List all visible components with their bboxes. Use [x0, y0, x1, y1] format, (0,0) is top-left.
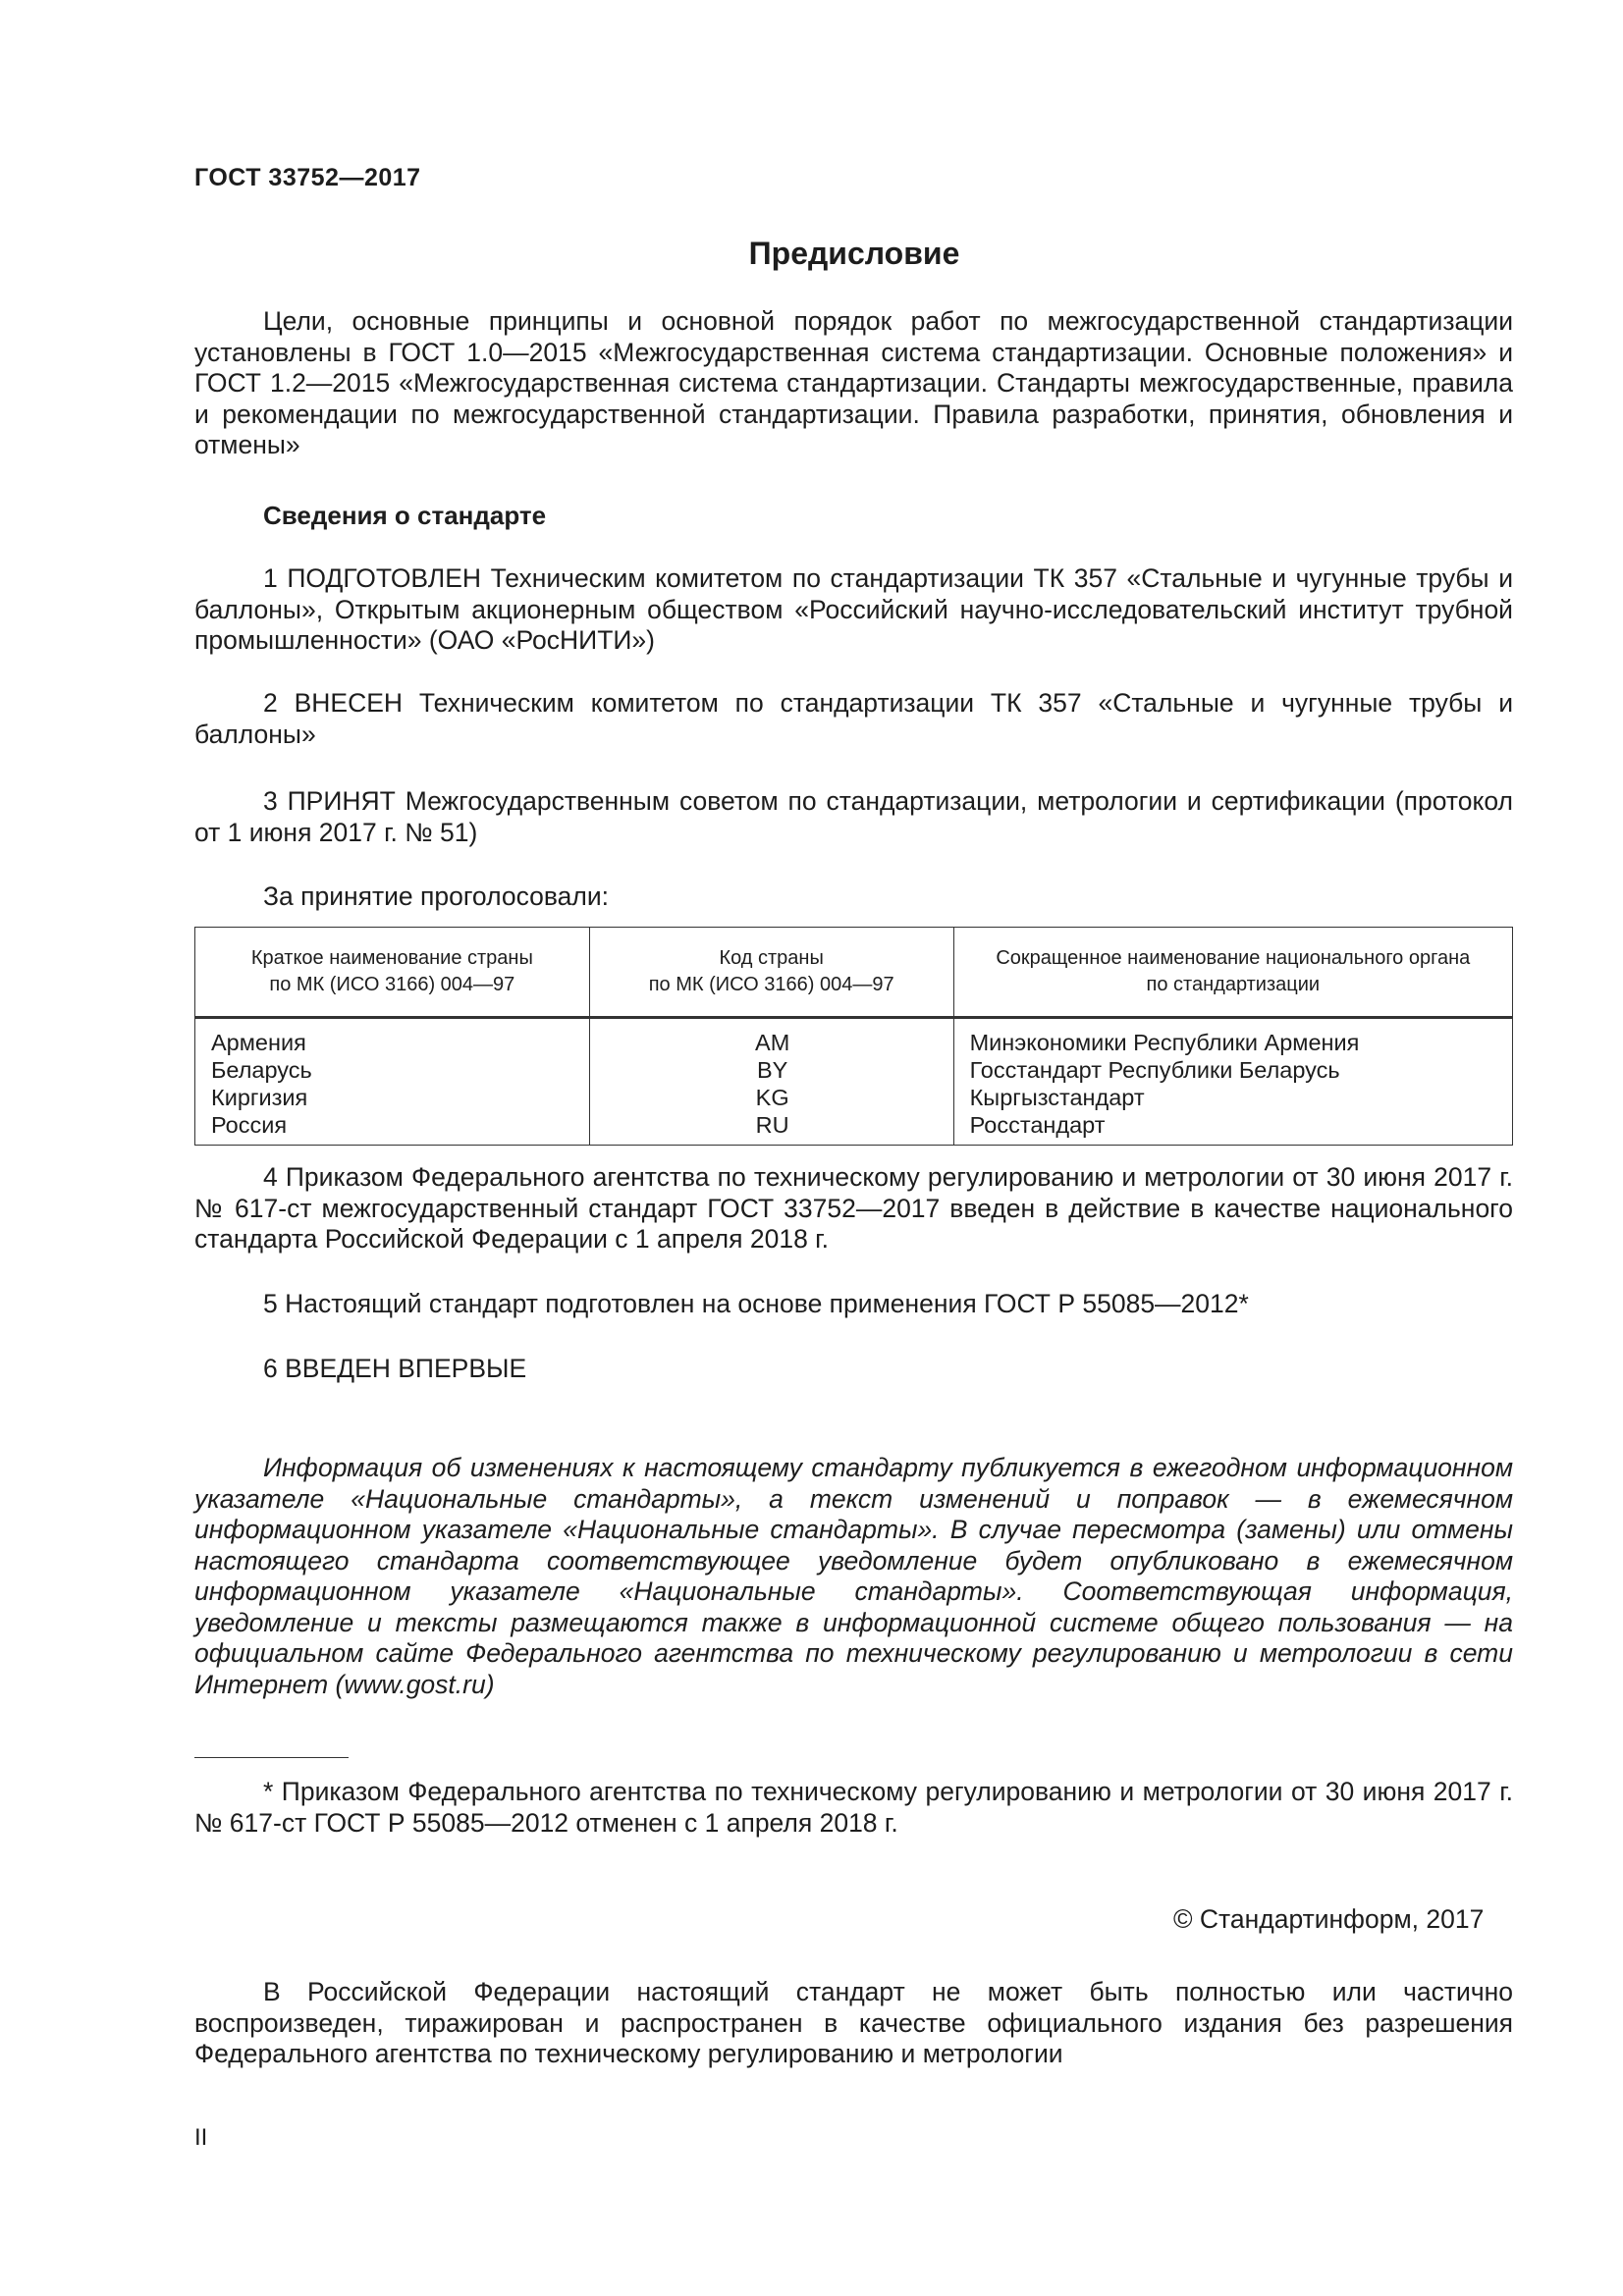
item-1-text: 1 ПОДГОТОВЛЕН Техническим комитетом по стандартизации ТК 357 «Стальные и чугунные трубы и баллоны», Открытым акционерным обществом «Российский научно-исследовательский институт трубной промышленности» (ОАО «РосНИТИ») [194, 563, 1513, 655]
copyright: © Стандартинформ, 2017 [1173, 1904, 1485, 1934]
notice-paragraph [194, 1453, 1513, 1700]
body-cell [953, 1018, 1512, 1146]
country-name: Россия [211, 1112, 288, 1138]
body-name: Кыргызстандарт [969, 1085, 1145, 1110]
country-cell [195, 1018, 590, 1146]
item-5-text: 5 Настоящий стандарт подготовлен на основе применения ГОСТ Р 55085—2012* [263, 1289, 1249, 1318]
country-name: Киргизия [211, 1085, 308, 1110]
table-header-row [195, 928, 1513, 1018]
item-4-text: 4 Приказом Федерального агентства по техническому регулированию и метрологии от 30 июня 2017 г. № 617-ст межгосударственный стандарт ГОСТ 33752—2017 введен в действие в качестве национального стандарта Российской Федерации с 1 апреля 2018 г. [194, 1162, 1513, 1254]
page-number: II [194, 2124, 208, 2151]
item-2-text: 2 ВНЕСЕН Техническим комитетом по стандартизации ТК 357 «Стальные и чугунные трубы и баллоны» [194, 688, 1513, 749]
section-heading: Сведения о стандарте [263, 501, 547, 530]
table-row [195, 1018, 1513, 1146]
item-6-text: 6 ВВЕДЕН ВПЕРВЫЕ [263, 1354, 527, 1383]
voting-table [194, 927, 1513, 1146]
page-title: Предисловие [748, 236, 960, 271]
code-cell [589, 1018, 953, 1146]
header-country: Краткое наименование страны по МК (ИСО 3166) 004—97 [195, 928, 590, 1018]
item-4 [194, 1162, 1513, 1255]
country-name: Беларусь [211, 1057, 312, 1083]
item-3 [194, 786, 1513, 848]
header-body: Сокращенное наименование национального органа по стандартизации [953, 928, 1512, 1018]
body-name: Минэкономики Республики Армения [969, 1030, 1360, 1055]
document-id: ГОСТ 33752—2017 [194, 164, 421, 191]
country-code: BY [756, 1057, 788, 1083]
footnote [194, 1777, 1513, 1839]
item-1 [194, 563, 1513, 657]
rights-paragraph [194, 1977, 1513, 2070]
intro-text: Цели, основные принципы и основной порядок работ по межгосударственной стандартизации установлены в ГОСТ 1.0—2015 «Межгосударственная система стандартизации. Основные положения» и ГОСТ 1.2—2015 «Межгосударственная система стандартизации. Стандарты межгосударственные, правила и рекомендации по межгосударственной стандартизации. Правила разработки, принятия, обновления и отмены» [194, 306, 1513, 459]
footnote-divider [194, 1757, 349, 1758]
body-name: Росстандарт [969, 1112, 1106, 1138]
vote-intro: За принятие проголосовали: [263, 881, 610, 911]
header-code: Код страны по МК (ИСО 3166) 004—97 [589, 928, 953, 1018]
notice-text: Информация об изменениях к настоящему стандарту публикуется в ежегодном информационном указателе «Национальные стандарты», а текст изменений и поправок — в ежемесячном информационном указателе «Национальные стандарты». В случае пересмотра (замены) или отмены настоящего стандарта соответствующее уведомление будет опубликовано в ежемесячном информационном указателе «Национальные стандарты». Соответствующая информация, уведомление и тексты размещаются также в информационной системе общего пользования — на официальном сайте Федерального агентства по техническому регулированию и метрологии в сети Интернет (www.gost.ru) [194, 1453, 1513, 1699]
item-3-text: 3 ПРИНЯТ Межгосударственным советом по стандартизации, метрологии и сертификации (протокол от 1 июня 2017 г. № 51) [194, 786, 1513, 847]
country-code: AM [755, 1030, 790, 1055]
item-2 [194, 688, 1513, 750]
rights-text: В Российской Федерации настоящий стандарт не может быть полностью или частично воспроизведен, тиражирован и распространен в качестве официального издания без разрешения Федерального агентства по техническому регулированию и метрологии [194, 1977, 1513, 2068]
footnote-text: * Приказом Федерального агентства по техническому регулированию и метрологии от 30 июня 2017 г. № 617-ст ГОСТ Р 55085—2012 отменен с 1 апреля 2018 г. [194, 1777, 1513, 1838]
item-6 [194, 1354, 1513, 1385]
country-code: KG [755, 1085, 789, 1110]
country-code: RU [755, 1112, 789, 1138]
intro-paragraph [194, 306, 1513, 461]
country-name: Армения [211, 1030, 306, 1055]
item-5 [194, 1289, 1513, 1320]
body-name: Госстандарт Республики Беларусь [969, 1057, 1340, 1083]
